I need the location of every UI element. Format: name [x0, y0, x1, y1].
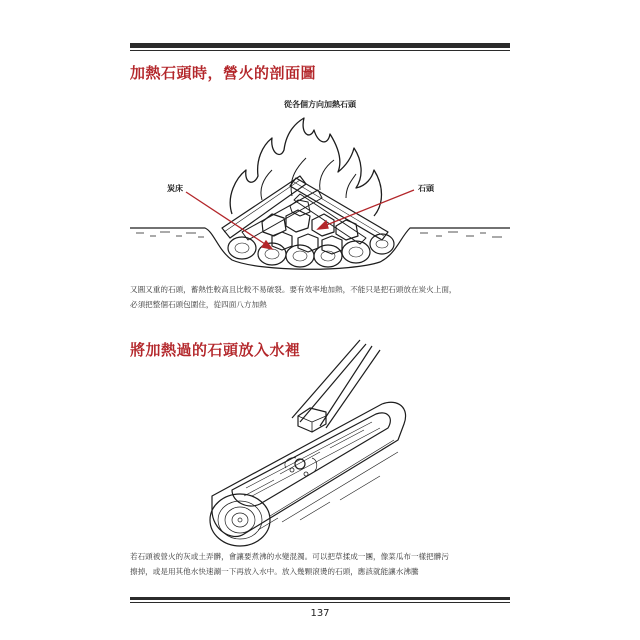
- bottom-rule-thin: [130, 602, 510, 603]
- trough-with-tongs: [210, 340, 406, 546]
- label-coal-bed: 炭床: [167, 184, 183, 193]
- section1-paragraph: [130, 282, 510, 312]
- figure1-title: 從各個方向加熱石頭: [284, 100, 356, 109]
- label-stones: 石頭: [418, 184, 434, 193]
- section2-paragraph: [130, 549, 510, 579]
- section2-heading: 將加熱過的石頭放入水裡: [130, 341, 301, 359]
- section1-paragraph-line2: 必須把整個石頭包圍住，從四面八方加熱: [130, 300, 267, 309]
- section1-paragraph-line1: 又圓又重的石頭，蓄熱性較高且比較不易破裂。要有效率地加熱，不能只是把石頭放在炭火上面，: [130, 285, 457, 294]
- page-number: 137: [310, 608, 330, 619]
- campfire-cross-section: [130, 118, 510, 269]
- section1-heading: 加熱石頭時，營火的剖面圖: [130, 64, 317, 82]
- section2-paragraph-line1: 若石頭被營火的灰或土弄髒，會讓要煮沸的水變混濁。可以把草揉成一團，像菜瓜布一樣把髒污: [130, 552, 449, 561]
- bottom-rule: [130, 597, 510, 600]
- section2-paragraph-line2: 擦掉，或是用其他水快速涮一下再放入水中。放入幾顆滾燙的石頭，應該就能讓水沸騰: [130, 567, 419, 576]
